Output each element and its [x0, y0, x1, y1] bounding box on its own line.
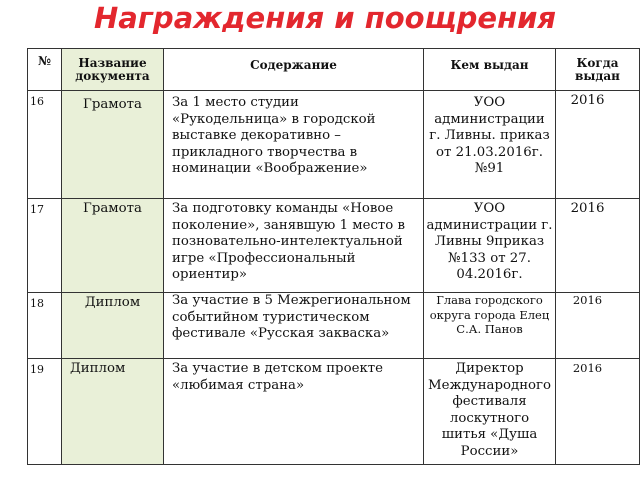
header-content: Содержание [164, 49, 424, 91]
row-18-num: 18 [28, 293, 62, 359]
page-title: Награждения и поощрения [93, 1, 557, 35]
row-18-name: Диплом [62, 293, 164, 359]
row-17-issuer: УОО администрации г. Ливны 9приказ №133 от 27. 04.2016г. [424, 199, 556, 293]
header-issuer: Кем выдан [424, 49, 556, 91]
row-16-year: 2016 [556, 91, 640, 199]
row-16-issuer: УОО администрации г. Ливны. приказ от 21.03.2016г. №91 [424, 91, 556, 199]
row-17-content: За подготовку команды «Новое поколение», занявшую 1 место в позновательно-интелектуальной игре «Профессиональный ориентир» [164, 199, 424, 293]
row-19-year: 2016 [556, 359, 640, 465]
row-19-content: За участие в детском проекте «любимая страна» [164, 359, 424, 465]
row-17-num: 17 [28, 199, 62, 293]
row-19-num: 19 [28, 359, 62, 465]
row-18-content: За участие в 5 Межрегиональном событийном туристическом фестивале «Русская закваска» [164, 293, 424, 359]
row-16-num: 16 [28, 91, 62, 199]
row-16-content: За 1 место студии «Рукодельница» в городской выставке декоративно – прикладного творчества в номинации «Воображение» [164, 91, 424, 199]
row-18-year: 2016 [556, 293, 640, 359]
row-19-issuer: Директор Международного фестиваля лоскутного шитья «Душа России» [424, 359, 556, 465]
header-year: Когда выдан [556, 49, 640, 91]
header-num: № [28, 49, 62, 91]
row-19-name: Диплом [62, 359, 164, 465]
row-17-year: 2016 [556, 199, 640, 293]
row-18-issuer: Глава городского округа города Елец С.А. Панов [424, 293, 556, 359]
awards-table [27, 48, 640, 465]
header-name: Название документа [62, 49, 164, 91]
row-17-name: Грамота [62, 199, 164, 293]
row-16-name: Грамота [62, 91, 164, 199]
